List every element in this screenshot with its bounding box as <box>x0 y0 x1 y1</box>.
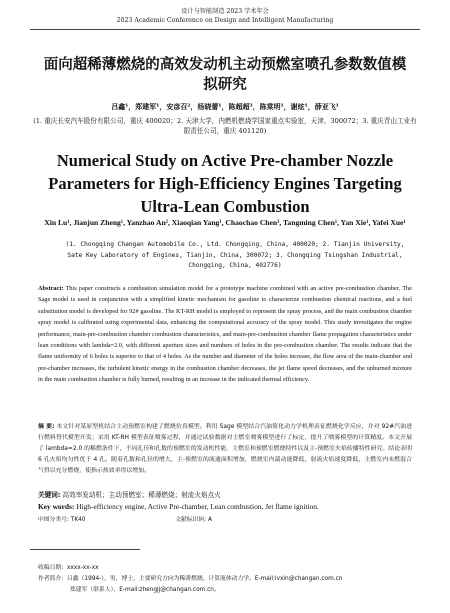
english-keywords <box>38 502 412 511</box>
conference-header <box>0 0 450 25</box>
clc-number: 中图分类号: TK40 <box>38 517 86 523</box>
chinese-authors: 吕鑫¹，郑建军¹，安彦召²，杨晓蕾¹，陈超超³，陈棠明¹，谢炫¹，薛亚飞¹ <box>111 102 339 111</box>
english-abstract <box>38 283 412 386</box>
conference-name-en: 2023 Academic Conference on Design and Intelligent Manufacturing <box>116 17 334 24</box>
chinese-abstract <box>38 422 412 477</box>
conference-name-cn: 设计与智能制造 2023 学术年会 <box>181 8 269 15</box>
abstract-label: Abstract: <box>38 285 64 292</box>
chinese-affiliation: (1. 重庆长安汽车股份有限公司，重庆 400020；2. 天津大学，内燃机燃烧学国家重点实验室，天津，300072；3. 重庆青山工业有限责任公司，重庆 401120) <box>33 117 417 135</box>
chinese-keywords-label: 关键词: <box>38 491 61 499</box>
english-keywords-text: High-efficiency engine, Active Pre-chamber, Lean combustion, Jet flame ignition. <box>76 502 319 511</box>
english-keywords-label: Key words: <box>38 502 75 511</box>
chinese-abstract-text: 本文针对某原型机结合主动预燃室构建了燃烧仿真模型。利用 Sage 模型结合汽油简化动力学机理表征燃烧化学反应，并对 92#汽油进行燃料替代模型开发；采用 KT-RH 模型表征喷雾过程，并通过试验数据对主燃室喷雾模型进行了标定，提升了喷雾模型的计算精度。本文开展了 lambda=2.0 的稀燃条件下，不同孔径和孔数的预燃室的发动机性能、主燃室和预燃室燃烧特性以及主-预燃室火焰传播特性研究。结论表明 6 孔火焰均匀性优于 4 孔。随着孔数和孔径的增大，主-预燃室的流通面积增加，燃烧室内湍动能降低，射流火焰速度降低，主燃室内未燃混合气得以充分燃烧，使指示热效率得以增加。 <box>38 424 412 474</box>
footnotes <box>38 563 420 596</box>
chinese-title: 面向超稀薄燃烧的高效发动机主动预燃室喷孔参数数值模拟研究 <box>43 57 407 93</box>
english-affiliation: (1. Chongqing Changan Automobile Co., Ltd. Chongqing, China, 400020; 2. Tianjin University, Sate Key Laboratory of Engines, Tianjin, China, 300072; 3. Chongqing Tsingshan Industrial, Chongqing, China, 402776) <box>65 241 405 269</box>
received-date: 收稿日期：xxxx-xx-xx <box>38 565 99 571</box>
chinese-abstract-label: 摘 要: <box>38 424 55 430</box>
corresponding-author: 郑建军（联系人），E-mail:zhengjj@changan.com.cn。 <box>70 587 220 593</box>
classification-line <box>38 514 412 523</box>
english-title: Numerical Study on Active Pre-chamber Nozzle Parameters for High-Efficiency Engines Targeting Ultra-Lean Combustion <box>48 151 402 216</box>
chinese-keywords-text: 高效率发动机；主动预燃室；稀薄燃烧；射流火焰点火 <box>62 491 221 499</box>
chinese-keywords <box>38 489 412 499</box>
footnote-divider <box>30 549 140 550</box>
abstract-text: This paper constructs a combustion simulation model for a prototype machine combined with an active pre-combustion chamber. The Sage model is used in conjunction with a simplified kinetic mechanism for gasoline to characterize combustion chemical reactions, and a fuel substitution model is developed for 92# gasoline. The KT-RH model is employed to represent the spray process, and the main combustion chamber spray model is calibrated using experimental data, enhancing the computational accuracy of the spray model. This study investigates the engine performance, main-pre-combustion chamber combustion characteristics, and main-pre-combustion chamber flame propagation characteristics under lean conditions with lambda=2.0, with different aperture sizes and numbers of holes in the pre-combustion chamber. The results indicate that the flame uniformity of 6 holes is superior to that of 4 holes. As the number and diameter of the holes increase, the flow area of the main-chamber and pre-chamber increases, the turbulent kinetic energy in the combustion chamber decreases, the jet flame speed decreases, and the unburned mixture in the main combustion chamber is fully burned, resulting in an increase in the indicated thermal efficiency. <box>38 285 412 384</box>
author-bio: 作者简介：吕鑫（1994-），男，博士，主要研究方向为稀薄燃烧、计算流体动力学。E-mail:lvxin@changan.com.cn <box>38 576 343 582</box>
document-code: 文献标识码: A <box>175 517 212 523</box>
english-authors: Xin Lu¹, Jianjun Zheng¹, Yanzhao An², Xiaoqian Yang¹, Chaochao Chen³, Tangming Chen¹, Yan Xie¹, Yafei Xue¹ <box>44 218 406 227</box>
header-divider <box>30 29 420 30</box>
